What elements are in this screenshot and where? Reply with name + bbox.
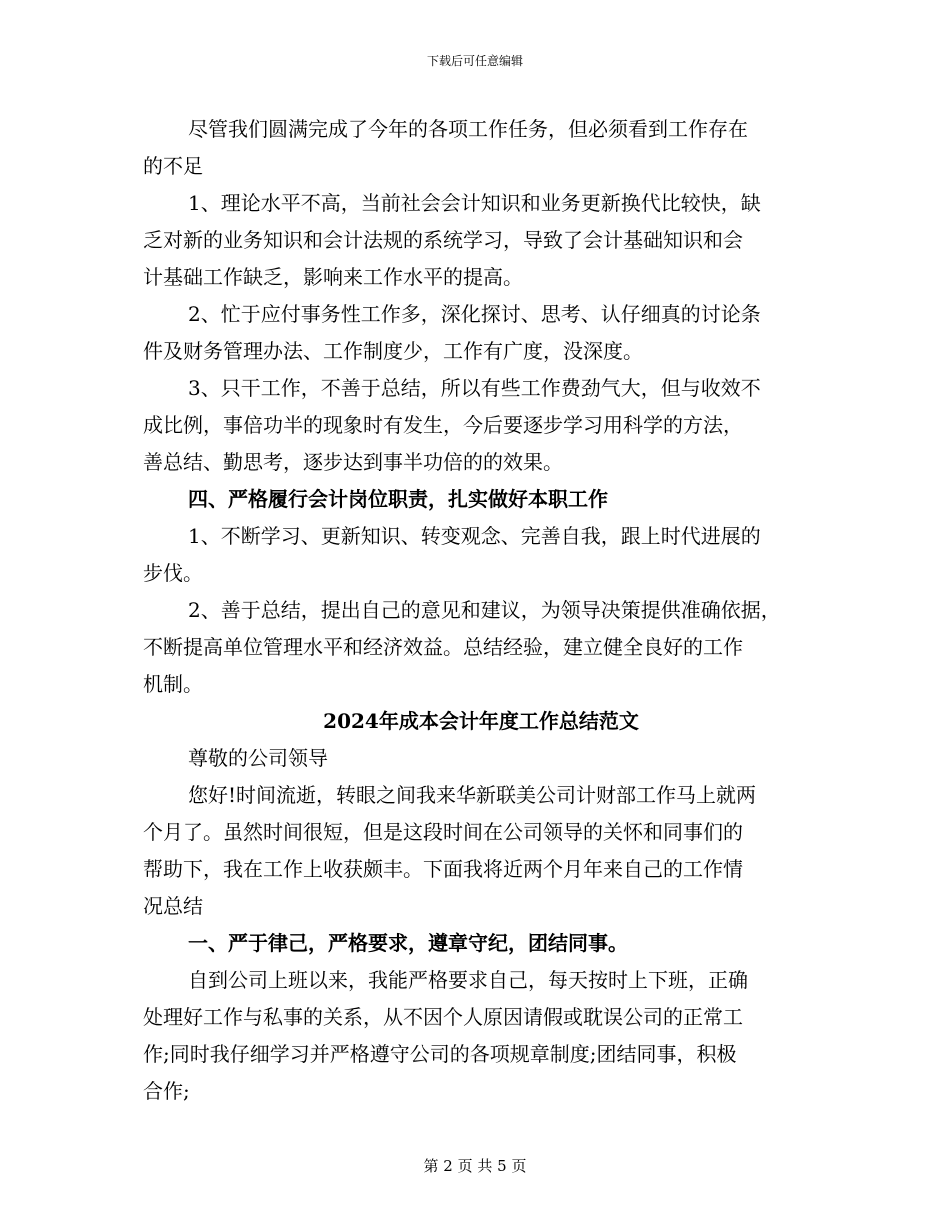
paragraph-line: 件及财务管理办法、工作制度少，工作有广度，没深度。: [143, 339, 643, 363]
paragraph-line: 合作;: [143, 1079, 190, 1103]
paragraph-line: 机制。: [143, 672, 203, 696]
paragraph-line: 2、忙于应付事务性工作多，深化探讨、思考、认仔细真的讨论条: [188, 302, 761, 326]
document-body: [143, 111, 819, 1110]
paragraph-line: 1、不断学习、更新知识、转变观念、完善自我，跟上时代进展的: [188, 524, 761, 548]
paragraph-line: 自到公司上班以来，我能严格要求自己，每天按时上下班，正确: [188, 968, 748, 992]
document-title: 2024年成本会计年度工作总结范文: [323, 709, 639, 733]
paragraph-line: 2、善于总结，提出自己的意见和建议，为领导决策提供准确依据，: [188, 598, 781, 622]
paragraph-line: 步伐。: [143, 561, 203, 585]
paragraph-line: 成比例，事倍功半的现象时有发生，今后要逐步学习用科学的方法，: [143, 413, 743, 437]
paragraph-line: 1、理论水平不高，当前社会会计知识和业务更新换代比较快，缺: [188, 191, 761, 215]
paragraph-line: 3、只干工作，不善于总结，所以有些工作费劲气大，但与收效不: [188, 376, 761, 400]
section-heading: 一、严于律己，严格要求，遵章守纪，团结同事。: [188, 931, 628, 955]
paragraph-line: 作;同时我仔细学习并严格遵守公司的各项规章制度;团结同事，积极: [143, 1042, 737, 1066]
paragraph-line: 帮助下，我在工作上收获颇丰。下面我将近两个月年来自己的工作情: [143, 857, 743, 881]
paragraph-line: 计基础工作缺乏，影响来工作水平的提高。: [143, 265, 523, 289]
section-heading: 四、严格履行会计岗位职责，扎实做好本职工作: [188, 487, 608, 511]
paragraph-line: 个月了。虽然时间很短，但是这段时间在公司领导的关怀和同事们的: [143, 820, 743, 844]
paragraph-line: 您好!时间流逝，转眼之间我来华新联美公司计财部工作马上就两: [188, 783, 757, 807]
page-header: 下载后可任意编辑: [426, 54, 523, 68]
paragraph-line: 况总结: [143, 894, 203, 918]
paragraph-line: 处理好工作与私事的关系，从不因个人原因请假或耽误公司的正常工: [143, 1005, 743, 1029]
paragraph-line: 的不足: [143, 154, 203, 178]
page-number: 第 2 页 共 5 页: [423, 1157, 527, 1175]
paragraph-line: 善总结、勤思考，逐步达到事半功倍的的效果。: [143, 450, 563, 474]
paragraph-line: 乏对新的业务知识和会计法规的系统学习，导致了会计基础知识和会: [143, 228, 743, 252]
paragraph-line: 不断提高单位管理水平和经济效益。总结经验，建立健全良好的工作: [143, 635, 743, 659]
paragraph-line: 尽管我们圆满完成了今年的各项工作任务，但必须看到工作存在: [188, 117, 748, 141]
salutation: 尊敬的公司领导: [188, 746, 328, 770]
